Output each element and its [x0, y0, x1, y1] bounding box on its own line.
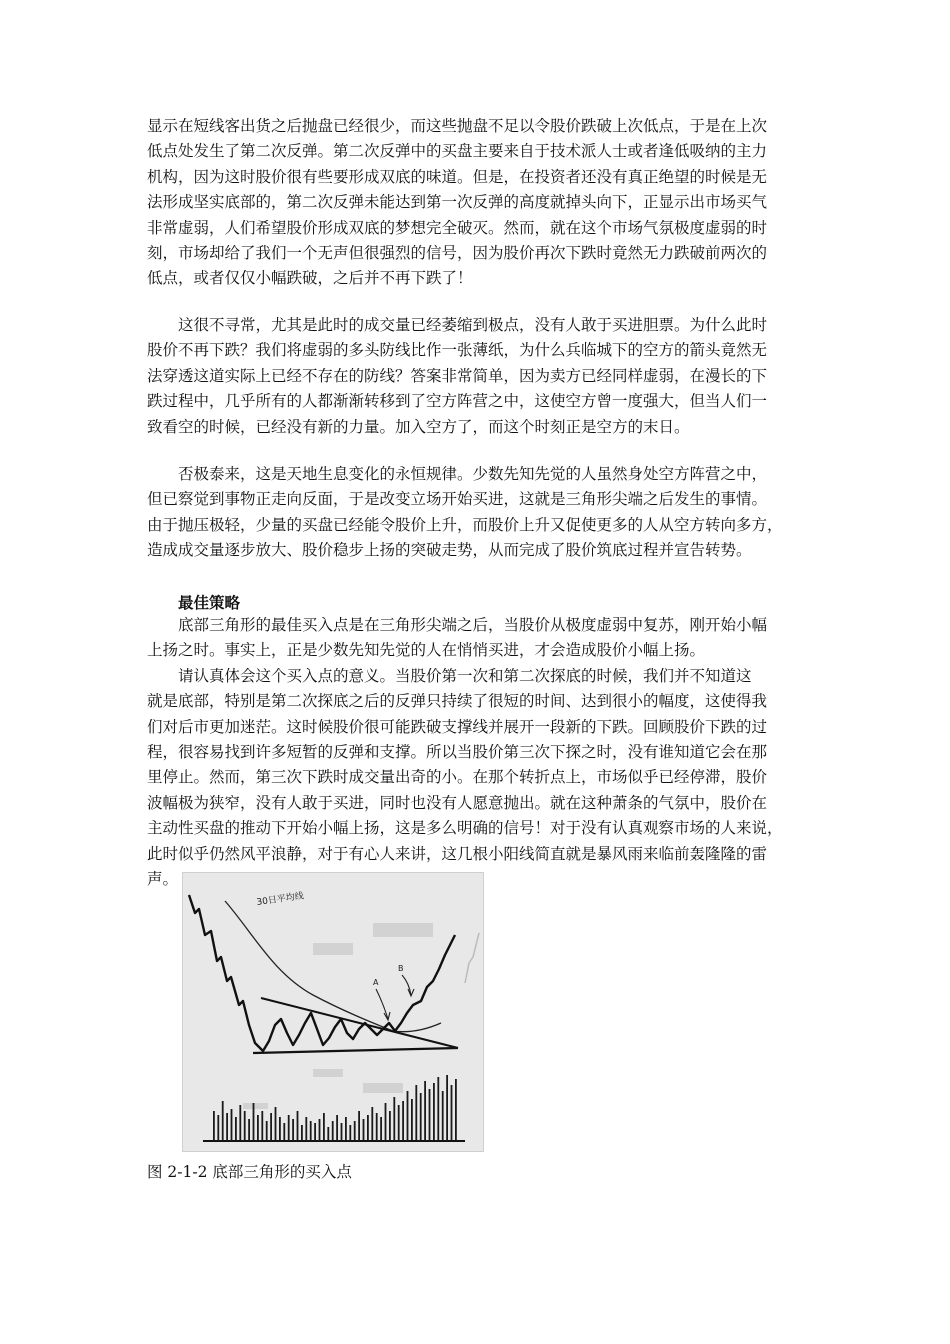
volume-bar: [363, 1119, 365, 1141]
text-line: 否极泰来，这是天地生息变化的永恒规律。少数先知先觉的人虽然身处空方阵营之中，: [147, 465, 768, 483]
volume-bar: [297, 1111, 299, 1141]
volume-bar: [279, 1117, 281, 1141]
volume-bar: [235, 1117, 237, 1141]
volume-bar: [248, 1119, 250, 1141]
marker-b: B: [398, 964, 404, 973]
volume-bar: [266, 1121, 268, 1141]
volume-bar: [429, 1089, 431, 1141]
figure-caption: 图 2-1-2 底部三角形的买入点: [147, 1163, 352, 1181]
volume-bar: [380, 1117, 382, 1141]
volume-bar: [393, 1097, 395, 1141]
text-line: 此时似乎仍然风平浪静，对于有心人来讲，这几根小阳线简直就是暴风雨来临前轰隆隆的雷: [147, 844, 768, 863]
volume-bar: [367, 1115, 369, 1141]
volume-bar: [314, 1123, 316, 1141]
volume-bar: [433, 1083, 435, 1141]
volume-bar: [257, 1115, 259, 1141]
volume-bar: [358, 1111, 360, 1141]
volume-bar: [283, 1123, 285, 1141]
triangle-chart-figure: [182, 872, 484, 1152]
text-line: 们对后市更加迷茫。这时候股价很可能跌破支撑线并展开一段新的下跌。回顾股价下跌的过: [147, 717, 768, 736]
paragraph-3: [147, 462, 815, 564]
text-line: 股价不再下跌？我们将虚弱的多头防线比作一张薄纸，为什么兵临城下的空方的箭头竟然无: [147, 341, 768, 360]
volume-bar: [376, 1113, 378, 1141]
section-heading: 最佳策略: [178, 594, 241, 612]
volume-bar: [398, 1105, 400, 1141]
volume-bar: [261, 1111, 263, 1141]
volume-bar: [275, 1107, 277, 1141]
text-line: 底部三角形的最佳买入点是在三角形尖端之后，当股价从极度虚弱中复苏，刚开始小幅: [147, 616, 768, 634]
volume-bar: [385, 1103, 387, 1141]
volume-bar: [336, 1115, 338, 1141]
text-line: 机构，因为这时股价很有些要形成双底的味道。但是，在投资者还没有真正绝望的时候是无: [147, 167, 768, 186]
volume-bar: [371, 1107, 373, 1141]
paragraph-2: [147, 313, 815, 440]
volume-bar: [451, 1085, 453, 1141]
text-line: 刻，市场却给了我们一个无声但很强烈的信号，因为股价再次下跌时竟然无力跌破前两次的: [147, 243, 768, 262]
marker-a: A: [373, 978, 379, 987]
volume-bar: [354, 1121, 356, 1141]
volume-bar: [231, 1109, 233, 1141]
volume-bar: [349, 1125, 351, 1141]
volume-bar: [341, 1123, 343, 1141]
volume-bar: [310, 1121, 312, 1141]
text-line: 这很不寻常，尤其是此时的成交量已经萎缩到极点，没有人敢于买进胆票。为什么此时: [147, 316, 768, 334]
volume-bar: [222, 1101, 224, 1141]
volume-bar: [213, 1111, 215, 1141]
volume-bar: [217, 1115, 219, 1141]
text-line: 跌过程中，几乎所有的人都渐渐转移到了空方阵营之中，这使空方曾一度强大，但当人们一: [147, 392, 768, 411]
volume-bar: [226, 1113, 228, 1141]
volume-bar: [424, 1081, 426, 1141]
volume-bar: [270, 1113, 272, 1141]
ma-label: 30日平均线: [256, 891, 305, 908]
volume-bar: [411, 1099, 413, 1141]
text-line: 法穿透这道实际上已经不存在的防线？答案非常简单，因为卖方已经同样虚弱，在漫长的下: [147, 366, 768, 385]
volume-bar: [407, 1091, 409, 1141]
volume-bar: [244, 1111, 246, 1141]
volume-bar: [327, 1127, 329, 1141]
text-line: 波幅极为狭窄，没有人敢于买进，同时也没有人愿意抛出。就在这种萧条的气氛中，股价在: [147, 793, 768, 812]
volume-bar: [319, 1119, 321, 1141]
volume-bar: [420, 1093, 422, 1141]
volume-bar: [253, 1103, 255, 1141]
volume-bar: [402, 1101, 404, 1141]
paragraph-1: [147, 114, 815, 292]
text-line: 上扬之时。事实上，正是少数先知先觉的人在悄悄买进，才会造成股价小幅上扬。: [147, 641, 706, 660]
volume-bar: [437, 1077, 439, 1141]
text-line: 请认真体会这个买入点的意义。当股价第一次和第二次探底的时候，我们并不知道这: [147, 666, 752, 685]
text-line: 由于抛压极轻，少量的买盘已经能令股价上升，而股价上升又促使更多的人从空方转向多方，: [147, 515, 783, 534]
volume-bar: [301, 1125, 303, 1141]
paragraph-4: [147, 613, 815, 892]
volume-bar: [292, 1119, 294, 1141]
text-line: 程，很容易找到许多短暂的反弹和支撑。所以当股价第三次下探之时，没有谁知道它会在那: [147, 742, 768, 761]
volume-bar: [239, 1105, 241, 1141]
text-line: 声。: [147, 869, 179, 888]
volume-bar: [332, 1121, 334, 1141]
text-line: 低点处发生了第二次反弹。第二次反弹中的买盘主要来自于技术派人士或者逢低吸纳的主力: [147, 142, 768, 161]
volume-bar: [305, 1117, 307, 1141]
text-line: 主动性买盘的推动下开始小幅上扬，这是多么明确的信号！对于没有认真观察市场的人来说，: [147, 819, 783, 838]
text-line: 但已察觉到事物正走向反面，于是改变立场开始买进，这就是三角形尖端之后发生的事情。: [147, 490, 768, 509]
volume-bar: [442, 1091, 444, 1141]
text-line: 低点，或者仅仅小幅跌破，之后并不再下跌了！: [147, 269, 473, 288]
text-line: 造成成交量逐步放大、股价稳步上扬的突破走势，从而完成了股价筑底过程并宣告转势。: [147, 541, 752, 560]
chart-image: [183, 873, 483, 1151]
text-line: 法形成坚实底部的，第二次反弹未能达到第一次反弹的高度就掉头向下，正显示出市场买气: [147, 193, 768, 212]
volume-bar: [323, 1113, 325, 1141]
volume-bar: [389, 1111, 391, 1141]
volume-bar: [345, 1117, 347, 1141]
text-line: 里停止。然而，第三次下跌时成交量出奇的小。在那个转折点上，市场似乎已经停滞，股价: [147, 768, 768, 787]
text-line: 显示在短线客出货之后抛盘已经很少，而这些抛盘不足以令股价跌破上次低点，于是在上次: [147, 117, 768, 135]
volume-bar: [446, 1075, 448, 1141]
volume-bar: [288, 1115, 290, 1141]
volume-bar: [455, 1079, 457, 1141]
text-line: 非常虚弱，人们希望股价形成双底的梦想完全破灭。然而，就在这个市场气氛极度虚弱的时: [147, 218, 768, 237]
text-line: 致看空的时候，已经没有新的力量。加入空方了，而这个时刻正是空方的末日。: [147, 417, 690, 436]
text-line: 就是底部，特别是第二次探底之后的反弹只持续了很短的时间、达到很小的幅度，这使得我: [147, 692, 768, 711]
volume-bar: [415, 1085, 417, 1141]
